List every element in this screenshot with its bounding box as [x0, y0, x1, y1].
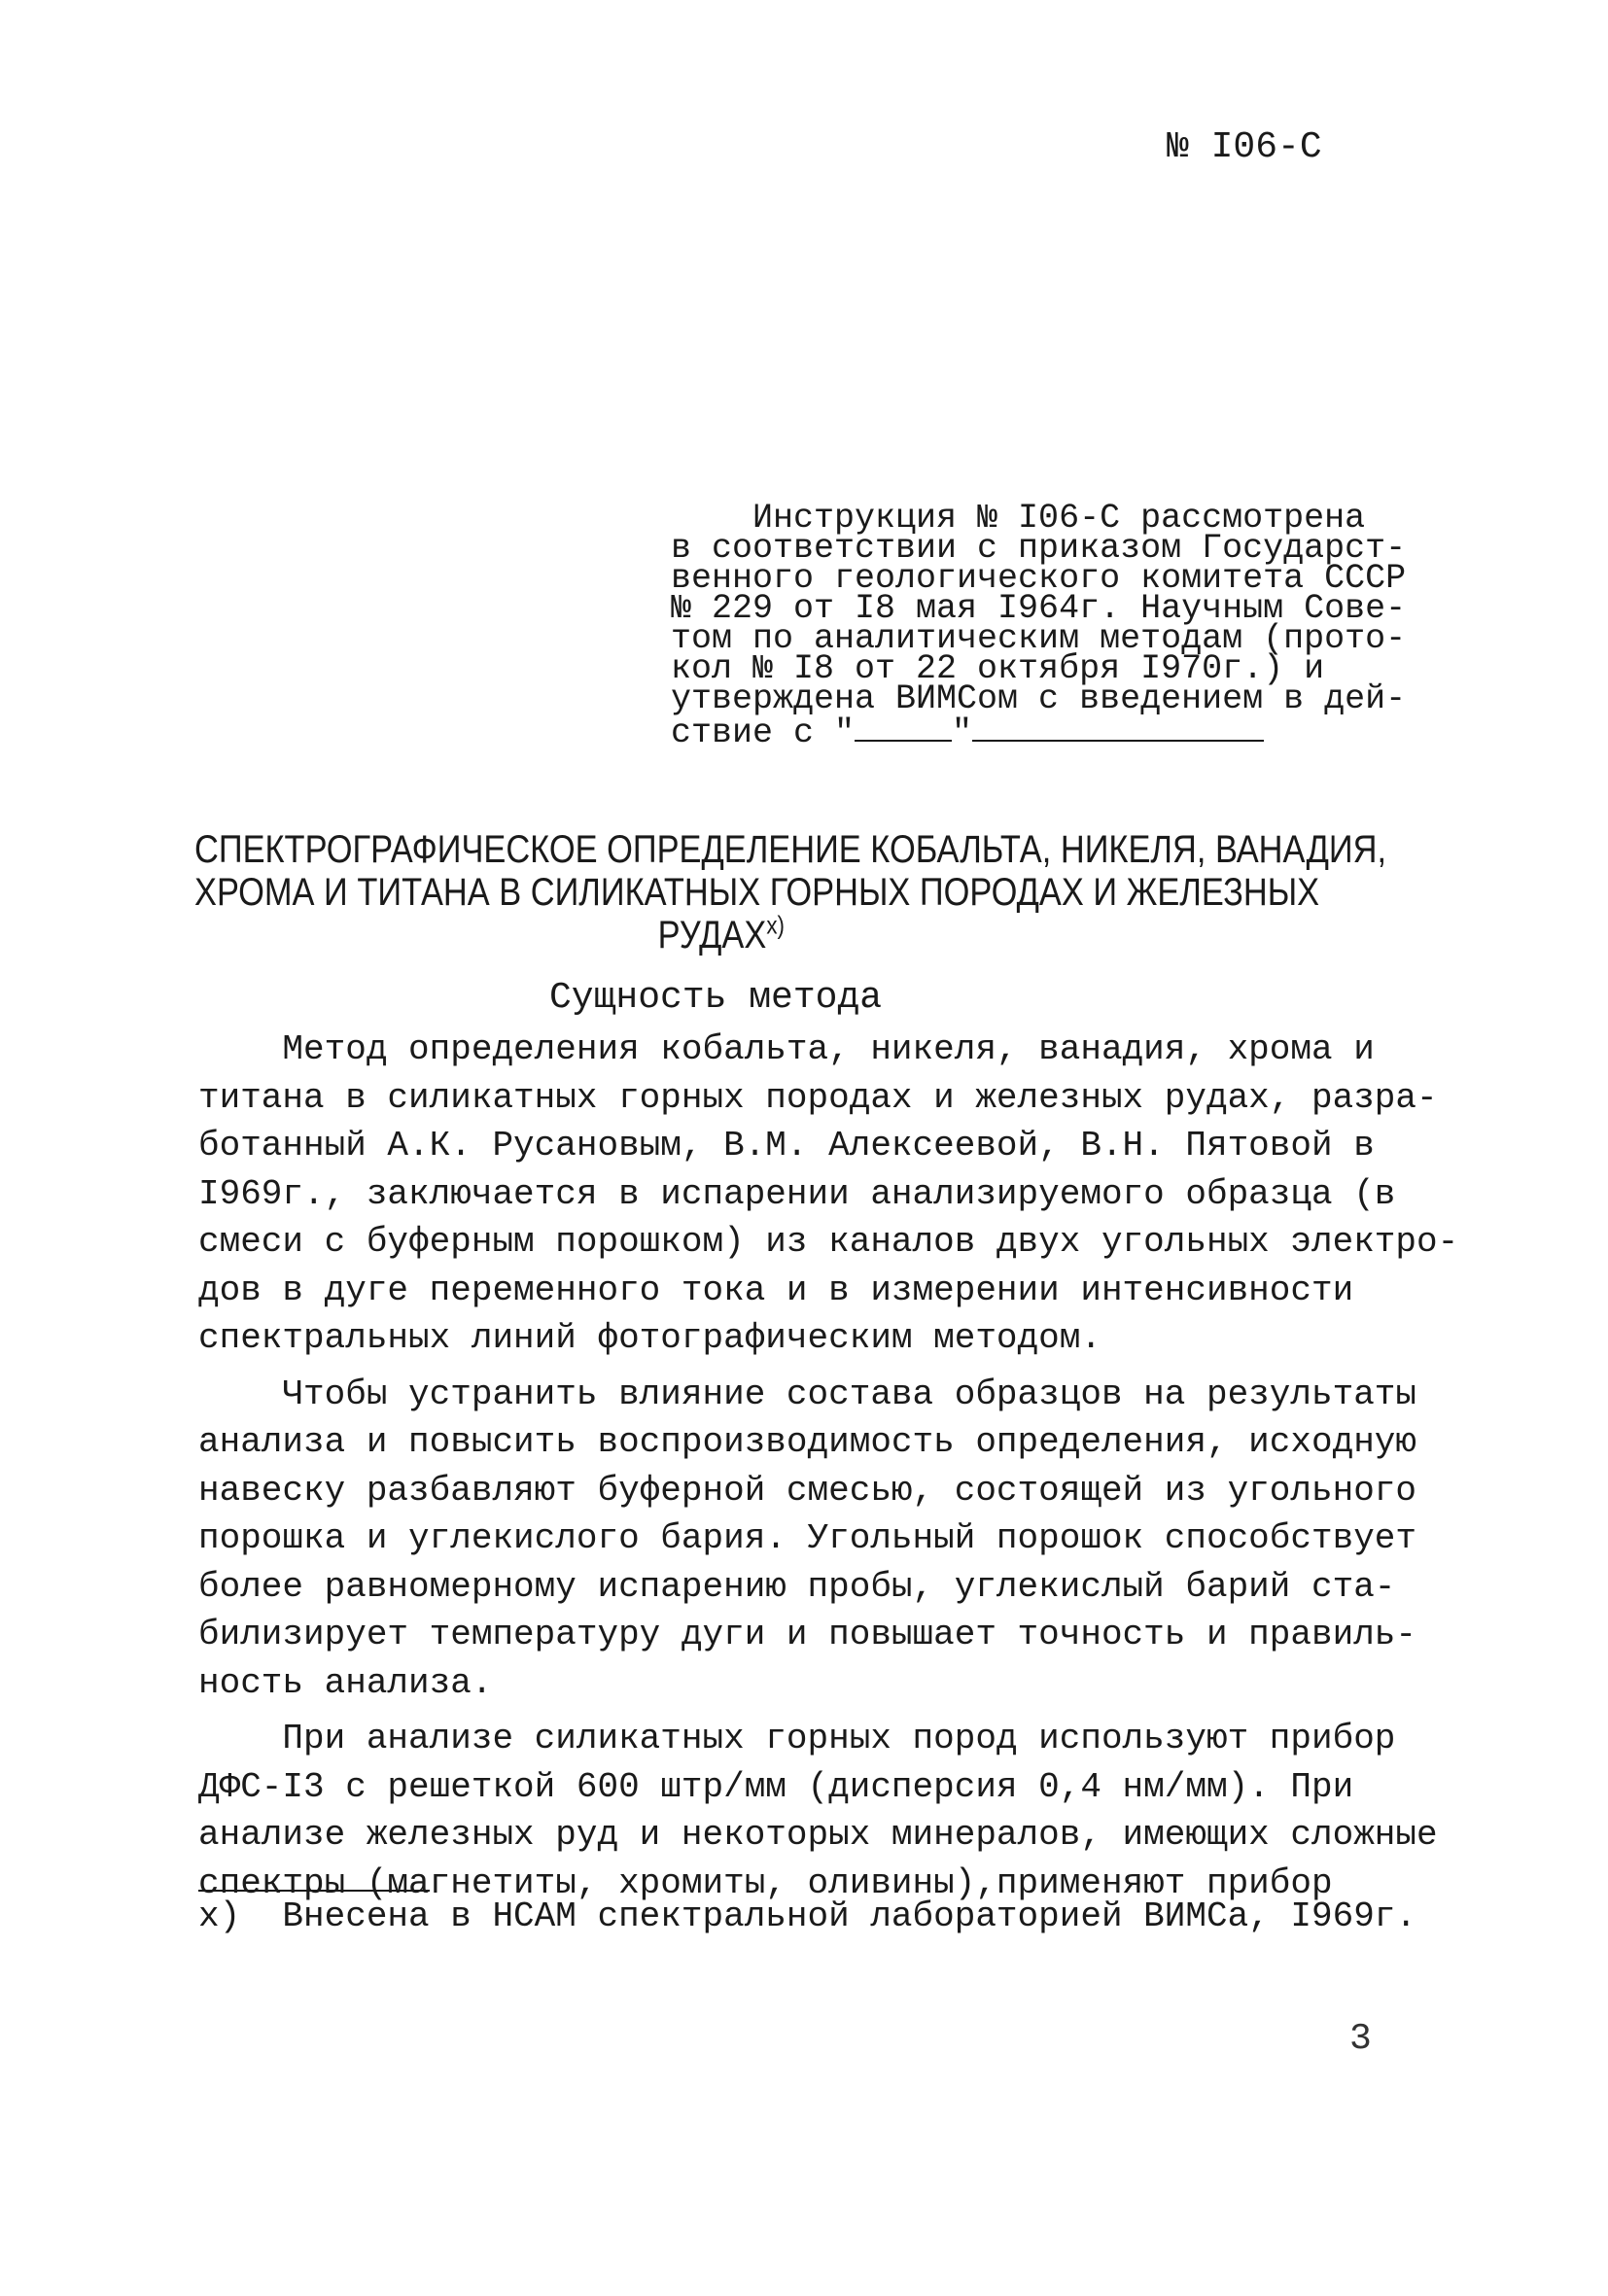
date-day-blank: [855, 714, 952, 742]
title-line: РУДАХ: [657, 914, 767, 957]
title-line: ХРОМА И ТИТАНА В СИЛИКАТНЫХ ГОРНЫХ ПОРОДАХ И ЖЕЛЕЗНЫХ: [194, 871, 1320, 914]
approval-line: том по аналитическим методам (прото-: [671, 619, 1407, 658]
text-line: Метод определения кобальта, никеля, ванадия, хрома и: [198, 1029, 1375, 1069]
text-line: ность анализа.: [198, 1662, 493, 1703]
paragraph-gap: [198, 1363, 1394, 1371]
date-month-blank: [972, 714, 1264, 742]
paragraph: [198, 1371, 1417, 1708]
text-line: порошка и углекислого бария. Угольный порошок способствует: [198, 1518, 1417, 1558]
text-line: смеси с буферным порошком) из каналов двух угольных электро-: [198, 1222, 1459, 1262]
document-number: № I06-С: [1167, 126, 1322, 168]
text-line: спектральных линий фотографическим методом.: [198, 1318, 1101, 1358]
body-text: [198, 1026, 1459, 1907]
text-line: спектры (магнетиты, хромиты, оливины),применяют прибор: [198, 1862, 1333, 1903]
page-number: 3: [1349, 2018, 1372, 2060]
text-line: Чтобы устранить влияние состава образцов на результаты: [198, 1374, 1417, 1414]
title-line-last: [194, 910, 1248, 957]
section-heading: Сущность метода: [549, 977, 883, 1019]
document-title: [194, 828, 1387, 957]
approval-line: утверждена ВИМСом с введением в дей-: [671, 679, 1407, 718]
approval-line-date: [671, 713, 1410, 752]
text-line: билизирует температуру дуги и повышает точность и правиль-: [198, 1615, 1417, 1654]
text-line: ДФС-I3 с решеткой 600 штр/мм (дисперсия 0,4 нм/мм). При: [198, 1766, 1354, 1807]
text-line: навеску разбавляют буферной смесью, состоящей из угольного: [198, 1470, 1417, 1511]
text-line: анализа и повысить воспроизводимость определения, исходную: [198, 1422, 1417, 1462]
text-line: титана в силикатных горных породах и железных рудах, разра-: [198, 1077, 1438, 1118]
approval-note: [671, 499, 1410, 752]
text-line: При анализе силикатных горных пород используют прибор: [198, 1719, 1396, 1758]
text-line: ботанный А.К. Русановым, В.М. Алексеевой, В.Н. Пятовой в: [198, 1126, 1375, 1165]
title-footnote-mark: x): [766, 910, 785, 940]
title-line: СПЕКТРОГРАФИЧЕСКОЕ ОПРЕДЕЛЕНИЕ КОБАЛЬТА, НИКЕЛЯ, ВАНАДИЯ,: [194, 828, 1387, 871]
footnote: х) Внесена в НСАМ спектральной лабораторией ВИМСа, I969г.: [198, 1896, 1417, 1936]
paragraph: [198, 1026, 1459, 1363]
approval-line: кол № I8 от 22 октября I970г.) и: [671, 649, 1325, 688]
approval-close-quote: ": [952, 713, 973, 752]
text-line: более равномерному испарению пробы, углекислый барий ста-: [198, 1566, 1396, 1607]
approval-line: Инструкция № I06-С рассмотрена: [671, 499, 1366, 538]
approval-line: № 229 от I8 мая I964г. Научным Сове-: [671, 589, 1407, 628]
text-line: анализе железных руд и некоторых минералов, имеющих сложные: [198, 1815, 1438, 1855]
text-line: I969г., заключается в испарении анализируемого образца (в: [198, 1173, 1396, 1214]
paragraph-gap: [198, 1707, 1394, 1715]
approval-line: в соответствии с приказом Государст-: [671, 529, 1407, 568]
approval-line: венного геологического комитета СССР: [671, 559, 1407, 598]
text-line: дов в дуге переменного тока и в измерении интенсивности: [198, 1270, 1354, 1310]
footnote-rule: [198, 1890, 430, 1892]
paragraph: [198, 1715, 1438, 1907]
approval-date-prefix: ствие с ": [671, 713, 856, 752]
